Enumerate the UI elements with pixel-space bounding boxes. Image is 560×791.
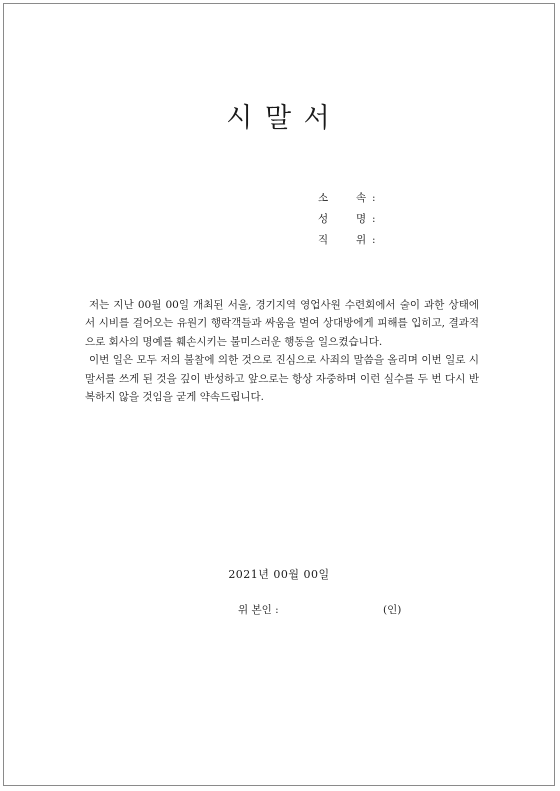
- statement-body: [85, 296, 479, 406]
- info-colon: :: [372, 213, 376, 225]
- statement-paragraph: 저는 지난 00월 00일 개최된 서울, 경기지역 영업사원 수련회에서 술이 과한 상태에서 시비를 걸어오는 유원기 행락객들과 싸움을 벌여 상대방에게 피해를 입히고, 결과적으로 회사의 명예를 훼손시키는 불미스러운 행동을 일으켰습니다.: [85, 299, 479, 348]
- info-label-position-2: 위: [356, 234, 367, 246]
- info-label-name-2: 명: [356, 213, 367, 225]
- info-label-department-1: 소: [318, 192, 329, 204]
- info-colon: :: [372, 192, 376, 204]
- info-row-department: [318, 188, 382, 209]
- info-colon: :: [372, 234, 376, 246]
- info-label-name-1: 성: [318, 213, 329, 225]
- info-row-name: [318, 209, 382, 230]
- seal-label: (인): [383, 604, 402, 616]
- document-page: [3, 3, 555, 786]
- statement-paragraph: 이번 일은 모두 저의 불찰에 의한 것으로 진심으로 사죄의 말씀을 올리며 이번 일로 시말서를 쓰게 된 것을 깊이 반성하고 앞으로는 항상 자중하며 이런 실수를 두 번 다시 반복하지 않을 것임을 굳게 약속드립니다.: [85, 354, 479, 404]
- info-label-position-1: 직: [318, 234, 329, 246]
- info-row-position: [318, 230, 382, 251]
- personal-info-block: [318, 188, 382, 251]
- signer-label: 위 본인 :: [238, 604, 279, 616]
- document-date: 2021년 00월 00일: [228, 568, 330, 581]
- info-label-department-2: 속: [356, 192, 367, 204]
- document-title: 시 말 서: [226, 103, 332, 134]
